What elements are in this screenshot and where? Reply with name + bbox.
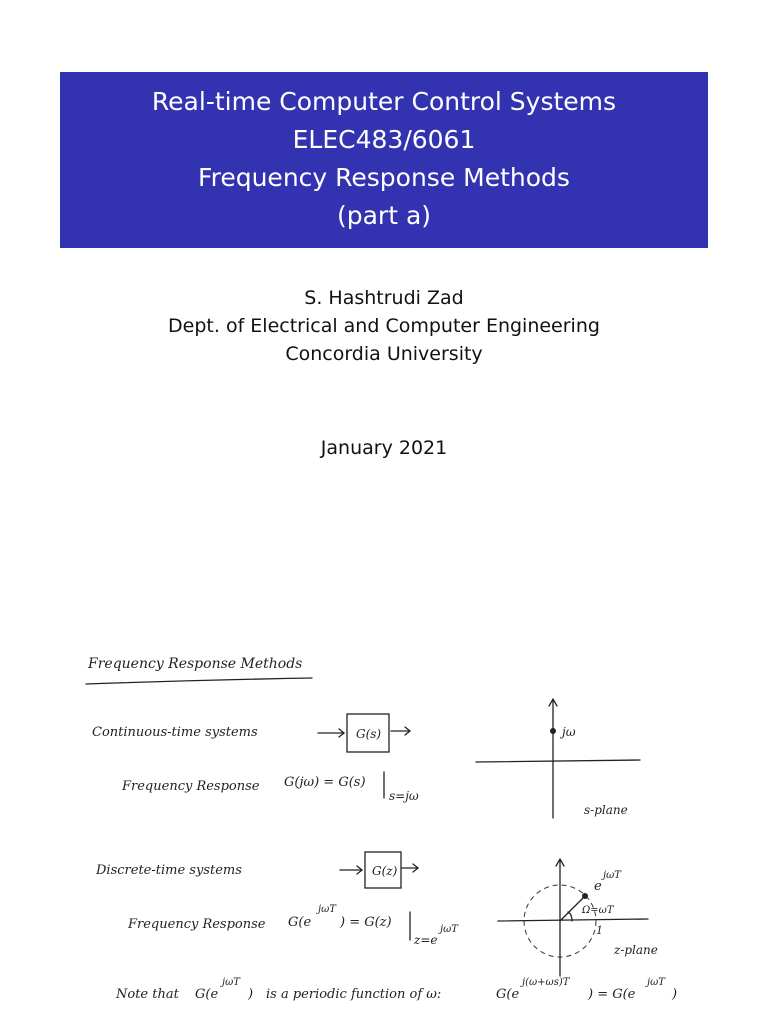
- notes-heading: Frequency Response Methods: [88, 656, 303, 672]
- z-plane-real-axis: [498, 919, 648, 921]
- continuous-label: Continuous-time systems: [92, 725, 258, 740]
- s-plane-real-axis: [476, 760, 640, 762]
- author-name: S. Hashtrudi Zad: [304, 287, 464, 309]
- note-g2-sup: j(ω+ωs)T: [522, 977, 570, 988]
- heading-underline: [86, 678, 312, 684]
- note-g2-left: G(e: [496, 987, 520, 1002]
- author-university: Concordia University: [285, 343, 483, 365]
- note-prefix: Note that: [116, 987, 179, 1002]
- title-line-2: ELEC483/6061: [292, 125, 476, 154]
- author-block: [0, 284, 768, 368]
- ejwt-point: [582, 893, 588, 899]
- title-line-4: (part a): [336, 201, 432, 230]
- discrete-label: Discrete-time systems: [96, 863, 242, 878]
- unit-label: 1: [596, 924, 603, 937]
- disc-freq-expr-sup: jωT: [318, 904, 336, 915]
- z-plane-label: z-plane: [614, 943, 658, 957]
- disc-block-label: G(z): [372, 864, 398, 878]
- cont-block-label: G(s): [356, 727, 382, 741]
- note-g-right: ): [248, 987, 254, 1002]
- title-line-3: Frequency Response Methods: [198, 163, 570, 192]
- note-g3-right: ): [672, 987, 678, 1002]
- angle-label: Ω=ωT: [582, 905, 614, 916]
- title-line-1: Real-time Computer Control Systems: [151, 87, 617, 116]
- author-department: Dept. of Electrical and Computer Engineering: [168, 315, 600, 337]
- s-plane-jw-label: jω: [562, 725, 576, 739]
- jw-point: [550, 728, 556, 734]
- slide-date: January 2021: [320, 437, 448, 459]
- z-point-label-sup: jωT: [603, 870, 621, 881]
- note-g2-right: ) = G(e: [588, 987, 636, 1002]
- note-g-sup: jωT: [222, 977, 240, 988]
- note-middle: is a periodic function of ω:: [266, 987, 442, 1002]
- handwritten-notes: [0, 560, 768, 1024]
- disc-freq-label: Frequency Response: [128, 917, 266, 932]
- z-point-label-base: e: [594, 879, 602, 894]
- disc-freq-sub-sup: jωT: [440, 924, 458, 935]
- title-banner: [60, 72, 708, 248]
- disc-freq-expr-left: G(e: [288, 915, 312, 930]
- cont-freq-expr: G(jω) = G(s): [284, 775, 366, 790]
- cont-freq-sub: s=jω: [389, 789, 419, 803]
- disc-freq-expr-right: ) = G(z): [340, 915, 392, 930]
- disc-freq-sub-base: z=e: [414, 933, 438, 947]
- s-plane-label: s-plane: [584, 803, 628, 817]
- note-g3-sup: jωT: [647, 977, 665, 988]
- cont-freq-label: Frequency Response: [122, 779, 260, 794]
- note-g-left: G(e: [195, 987, 219, 1002]
